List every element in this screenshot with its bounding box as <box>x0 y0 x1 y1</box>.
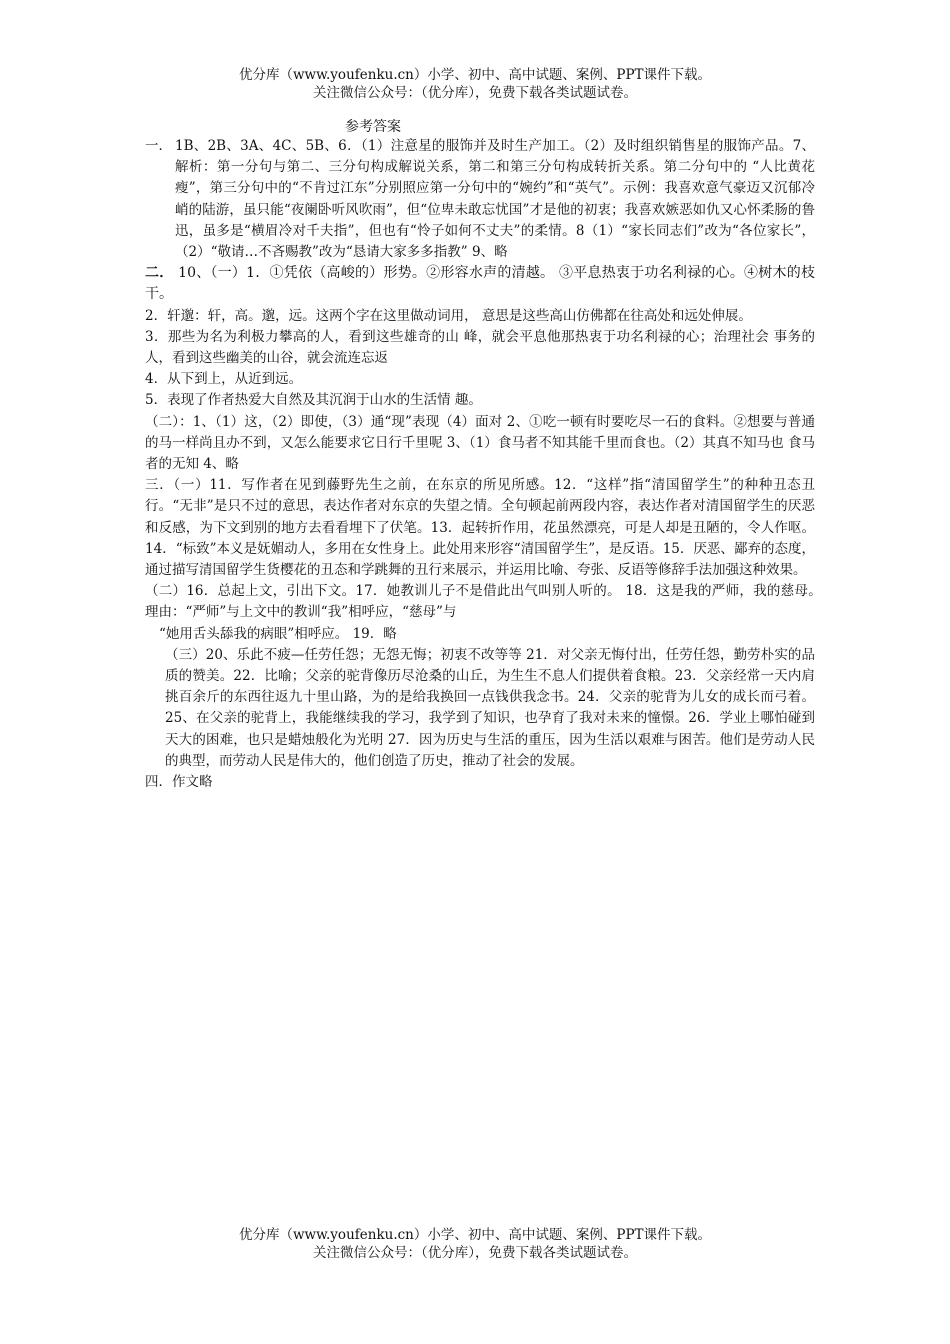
section-2-line-4: 4．从下到上，从近到远。 <box>145 371 303 388</box>
section-2-line-2: 2．轩邈：轩，高。邈，远。这两个字在这里做动词用， 意思是这些高山仿佛都在往高处和远处伸展。 <box>145 307 752 324</box>
section-3-part-2b: “她用舌头舔我的病眼”相呼应。 19．略 <box>159 625 397 642</box>
footer-line-2: 关注微信公众号：（优分库），免费下载各类试题试卷。 <box>313 1245 637 1261</box>
footer-line-1: 优分库（www.youfenku.cn）小学、初中、高中试题、案例、PPT课件下载。 <box>238 1227 712 1243</box>
header-line-2: 关注微信公众号：（优分库），免费下载各类试题试卷。 <box>313 85 637 101</box>
section-1 <box>145 136 815 263</box>
section-2-line-3: 3．那些为名为利极力攀高的人，看到这些雄奇的山 峰，就会平息他那热衷于功名利禄的心；治理社会 事务的人，看到这些幽美的山谷，就会流连忘返 <box>145 328 815 367</box>
section-2-line-5: 5．表现了作者热爱大自然及其沉润于山水的生活情 趣。 <box>145 392 482 409</box>
section-1-text: 1B、2B、3A、4C、5B、6．（1）注意星的服饰并及时生产加工。（2）及时组织销售星的服饰产品。7、解析：第一分句与第二、三分句构成解说关系，第二和第三分句构成转折关系。第二分句中的 “人比黄花瘦”，第三分句中的“不肯过江东”分别照应第一分句中的“婉约”和“英气”。示例：我喜欢意气豪迈又沉郁冷峭的陆游，虽只能“夜阑卧听风吹雨”，但“位卑未敢忘忧国”才是他的初衷；我喜欢嫉恶如仇又心怀柔肠的鲁迅，虽多是“横眉冷对千夫指”，但也有“怜子如何不丈夫”的柔情。8（1）“家长同志们”改为“各位家长”，（2）“敬请…不吝赐教”改为“恳请大家多多指教” 9、略 <box>175 138 815 261</box>
section-2-part-2: （二）：1、（1）这，（2）即使，（3）通“现”表现（4）面对 2、①吃一顿有时要吃尽一石的食料。②想要与普通的马一样尚且办不到，又怎么能要求它日行千里呢 3、（1）食马者不知其能千里而食也。（2）其真不知马也 食马者的无知 4、略 <box>145 413 815 473</box>
section-3-part-3: （三）20、乐此不疲—任劳任怨；无怨无悔；初衷不改等等 21．对父亲无悔付出，任劳任怨，勤劳朴实的品质的赞美。22．比喻；父亲的驼背像历尽沧桑的山丘，为生生不息人们提供着食粮。23．父亲经常一天内肩挑百余斤的东西往返九十里山路，为的是给我换回一点钱供我念书。24．父亲的驼背为儿女的成长而弓着。25、在父亲的驼背上，我能继续我的学习，我学到了知识，也孕育了我对未来的憧憬。26．学业上哪怕碰到天大的困难，也只是蜡烛般化为光明 27．因为历史与生活的重压，因为生活以艰难与困苦。他们是劳动人民的典型，而劳动人民是伟大的，他们创造了历史，推动了社会的发展。 <box>165 646 815 769</box>
section-3 <box>145 475 829 772</box>
section-2 <box>145 263 815 475</box>
section-2-line-1: 二． 10、（一）1．①凭依（高峻的）形势。②形容水声的清越。 ③平息热衷于功名利禄的心。④树木的枝干。 <box>145 265 816 303</box>
section-3-part-2a: （二）16．总起上文，引出下文。17．她教训儿子不是借此出气叫别人听的。 18．这是我的严师，我的慈母。 理由：“严师”与上文中的教训“我”相呼应，“慈母”与 <box>145 583 829 621</box>
section-1-label: 一． <box>145 138 172 154</box>
header-line-1: 优分库（www.youfenku.cn）小学、初中、高中试题、案例、PPT课件下载。 <box>238 67 712 83</box>
section-2-label: 二． <box>145 265 174 282</box>
section-4: 四．作文略 <box>145 774 213 791</box>
section-3-part-1: 三．（一）11．写作者在见到藤野先生之前，在东京的所见所感。12．“这样”指“清国留学生”的种种丑态丑行。“无非”是只不过的意思，表达作者对东京的失望之情。全句顿起前两段内容，表达作者对清国留学生的厌恶和反感，为下文到别的地方去看看埋下了伏笔。13．起转折作用，花虽然漂亮，可是人却是丑陋的，令人作呕。14．“标致”本义是妩媚动人，多用在女性身上。此处用来形容“清国留学生”，是反语。15．厌恶、鄙弃的态度，通过描写清国留学生货樱花的丑态和学跳舞的丑行来展示，并运用比喻、夸张、反语等修辞手法加强这种效果。 <box>145 477 815 579</box>
page-header <box>0 66 950 102</box>
answer-body <box>145 136 829 793</box>
page-footer <box>0 1226 950 1262</box>
page-title: 参考答案 <box>345 119 401 135</box>
